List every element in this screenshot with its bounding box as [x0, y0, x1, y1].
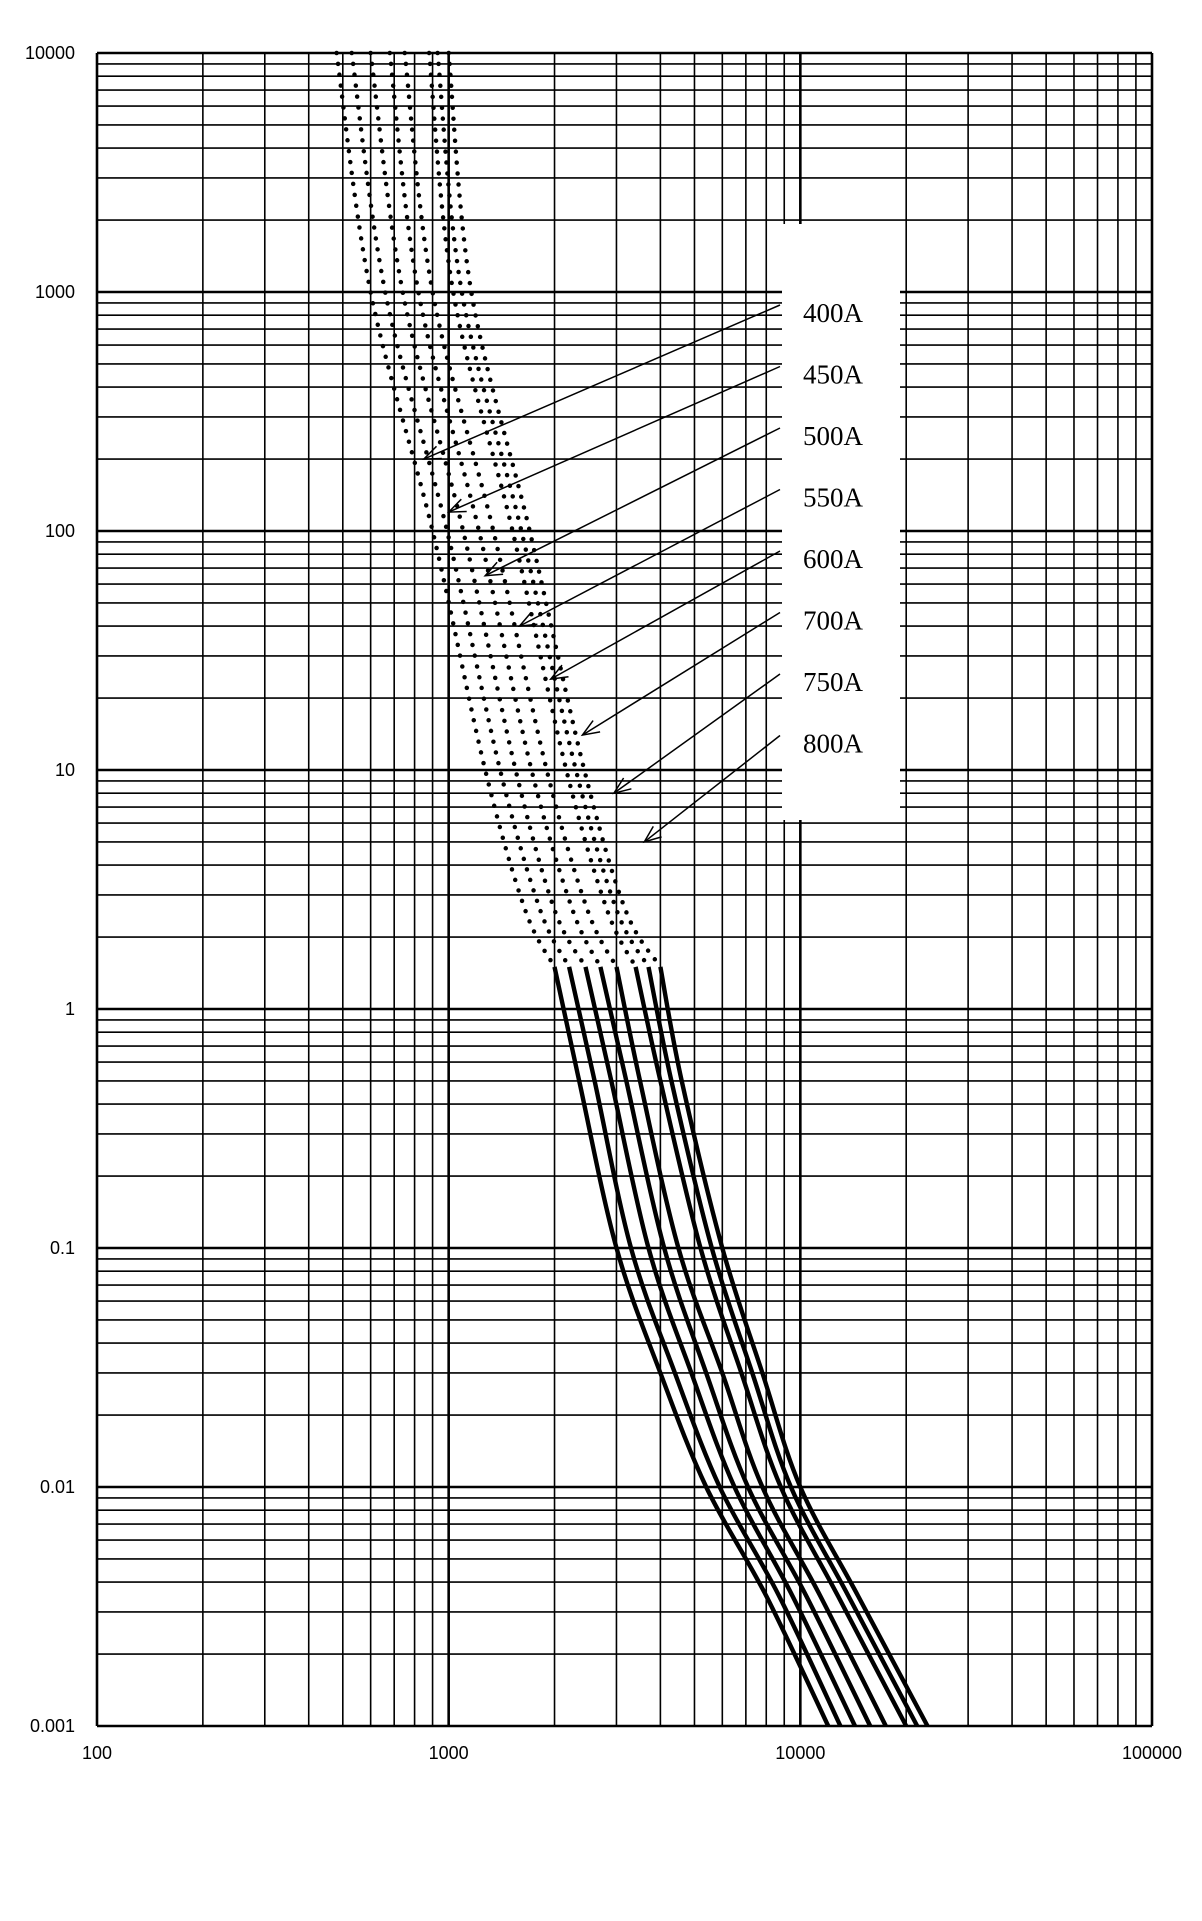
curve-600a-dotted	[405, 53, 617, 967]
y-tick-label: 100	[44, 521, 75, 541]
x-tick-label: 10000	[775, 1743, 826, 1763]
y-tick-label: 10000	[24, 43, 75, 63]
legend-label-700a: 700A	[803, 605, 863, 636]
chart-grid	[97, 53, 1152, 1726]
legend-arrow-750a	[614, 674, 780, 793]
x-axis-ticks	[82, 1743, 1182, 1763]
curve-700a-dotted	[429, 53, 635, 967]
legend-arrow-550a	[519, 490, 780, 627]
x-tick-label: 100000	[1121, 1743, 1183, 1763]
legend-arrow-800a	[644, 736, 780, 842]
curve-500a-dotted	[371, 53, 586, 967]
legend-arrow-700a	[582, 613, 780, 736]
arrowhead-550a	[520, 612, 538, 626]
curve-400a-dotted	[337, 53, 555, 967]
curve-450a-dotted	[352, 53, 569, 967]
legend-label-800a: 800A	[803, 728, 863, 759]
legend-label-450a: 450A	[803, 359, 863, 390]
y-tick-label: 1000	[34, 282, 75, 302]
y-tick-label: 0.01	[39, 1477, 75, 1497]
y-tick-label: 1	[64, 999, 75, 1019]
legend-arrow-450a	[449, 367, 780, 513]
legend-label-750a: 750A	[803, 667, 863, 697]
legend-label-400a: 400A	[803, 298, 863, 328]
y-tick-label: 10	[54, 760, 75, 780]
y-axis-ticks	[25, 43, 75, 1736]
legend-label-500a: 500A	[803, 421, 863, 451]
x-tick-label: 100	[81, 1743, 113, 1763]
y-tick-label: 0.1	[49, 1238, 75, 1258]
legend-label-550a: 550A	[803, 482, 863, 513]
legend-label-600a: 600A	[803, 544, 863, 574]
legend-arrows	[424, 305, 780, 842]
x-tick-label: 1000	[428, 1743, 469, 1763]
y-tick-label: 0.001	[29, 1716, 75, 1736]
curve-550a-dotted	[390, 53, 601, 967]
